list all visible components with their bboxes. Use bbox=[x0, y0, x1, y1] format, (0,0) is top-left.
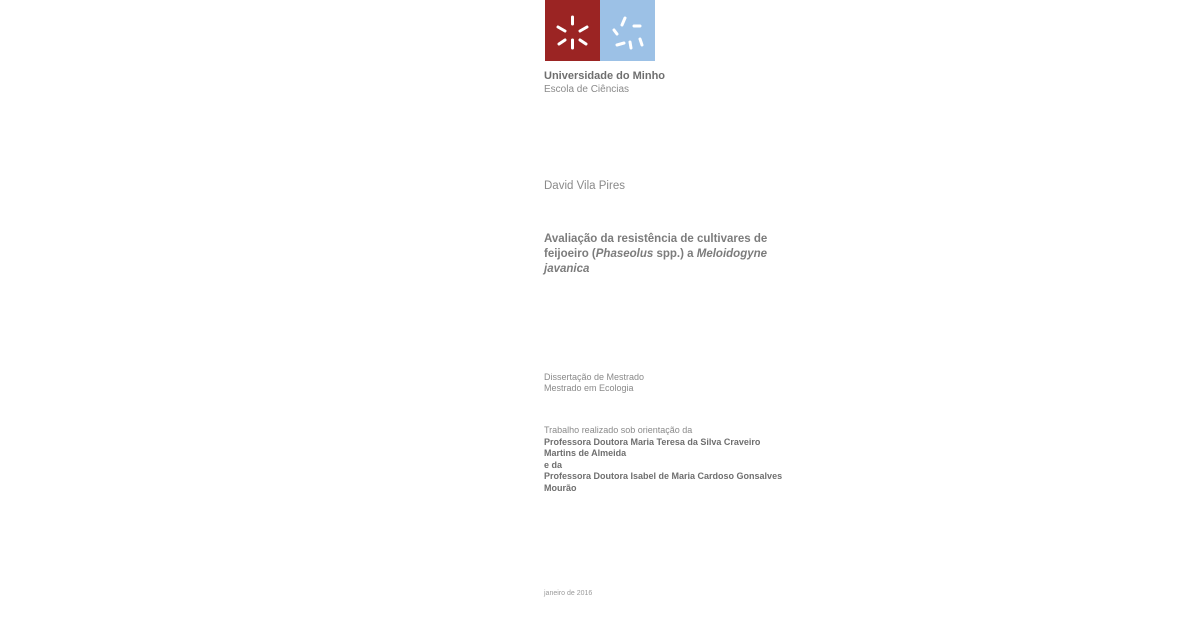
school-name: Escola de Ciências bbox=[544, 84, 630, 95]
degree-info bbox=[544, 372, 644, 394]
supervisor-2: Professora Doutora Isabel de Maria Cardoso Gonsalves Mourão bbox=[544, 471, 783, 493]
institution-name: Universidade do Minho bbox=[544, 70, 666, 82]
degree-type: Dissertação de Mestrado bbox=[544, 372, 645, 382]
university-emblem-icon bbox=[545, 0, 600, 61]
supervisor-1: Professora Doutora Maria Teresa da Silva Craveiro Martins de Almeida bbox=[544, 436, 761, 458]
title-genus: Phaseolus bbox=[595, 248, 654, 260]
university-emblem-icon bbox=[600, 0, 655, 61]
university-logo bbox=[545, 0, 655, 61]
title-species: Meloidogyne javanica bbox=[544, 248, 768, 275]
title-text: spp.) a bbox=[653, 248, 697, 260]
thesis-title bbox=[544, 232, 774, 277]
author-name: David Vila Pires bbox=[544, 180, 625, 192]
title-text: Avaliação da resistência de cultivares de feijoeiro ( bbox=[544, 233, 768, 260]
supervision-info bbox=[544, 425, 784, 494]
supervision-connector: e da bbox=[544, 459, 563, 470]
supervision-intro: Trabalho realizado sob orientação da bbox=[544, 425, 693, 435]
degree-program: Mestrado em Ecologia bbox=[544, 383, 634, 393]
publication-date: janeiro de 2016 bbox=[544, 590, 593, 597]
